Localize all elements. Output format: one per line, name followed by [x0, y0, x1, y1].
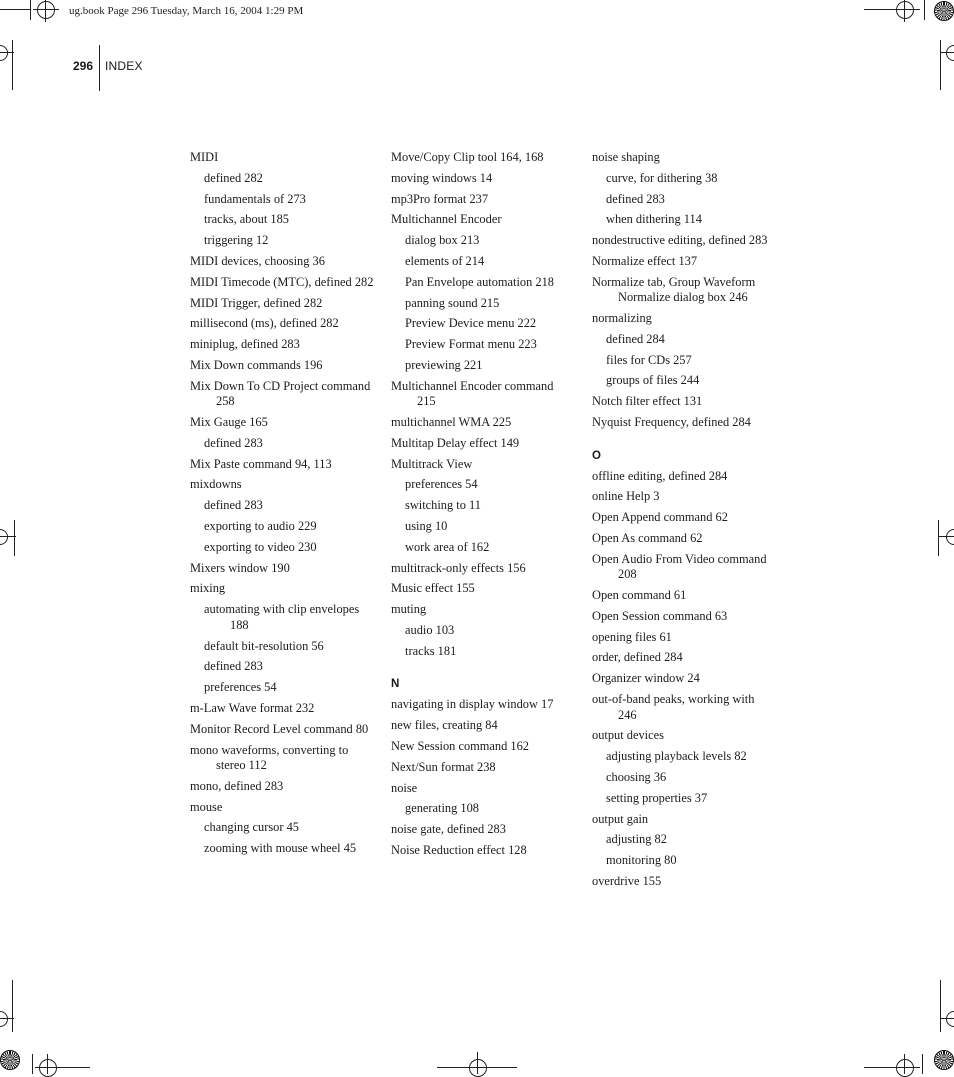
index-subentry: monitoring 80: [606, 853, 677, 868]
registration-mark-bottom-right: [862, 1040, 954, 1074]
index-entry: mixdowns: [190, 477, 242, 492]
index-entry: Multitap Delay effect 149: [391, 435, 520, 450]
index-entry: MIDI devices, choosing 36: [190, 253, 325, 268]
header-divider: [99, 45, 100, 91]
index-entry: mouse: [190, 799, 223, 814]
index-entry: Multichannel Encoder command 215: [391, 378, 554, 409]
index-entry: Organizer window 24: [592, 671, 700, 686]
index-entry: Noise Reduction effect 128: [391, 842, 527, 857]
index-entry: Normalize effect 137: [592, 253, 698, 268]
index-subentry: defined 284: [606, 331, 665, 346]
index-entry: overdrive 155: [592, 873, 662, 888]
index-entry: Open Append command 62: [592, 510, 728, 525]
index-entry: Multitrack View: [391, 456, 473, 471]
index-subentry: fundamentals of 273: [204, 191, 306, 206]
index-entry: millisecond (ms), defined 282: [190, 316, 339, 331]
index-entry: mono waveforms, converting to stereo 112: [190, 742, 349, 773]
index-entry: order, defined 284: [592, 650, 683, 665]
index-subentry: tracks 181: [405, 643, 457, 658]
index-entry: normalizing: [592, 311, 652, 326]
index-subentry: audio 103: [405, 623, 455, 638]
index-subentry: dialog box 213: [405, 233, 480, 248]
index-entry: MIDI: [190, 150, 219, 164]
index-entry: Open As command 62: [592, 530, 703, 545]
index-subentry: Pan Envelope automation 218: [405, 274, 555, 289]
index-subentry: defined 282: [204, 170, 263, 185]
index-entry: miniplug, defined 283: [190, 337, 300, 352]
index-section-letter: N: [391, 678, 400, 691]
index-entry: Open command 61: [592, 588, 687, 603]
index-subentry: choosing 36: [606, 769, 667, 784]
index-subentry: automating with clip envelopes 188: [204, 602, 360, 632]
index-subentry: defined 283: [204, 498, 263, 513]
index-subentry: work area of 162: [405, 539, 490, 554]
registration-mark-left-bottom: [0, 980, 20, 1040]
index-subentry: defined 283: [204, 659, 263, 674]
index-entry: Mix Gauge 165: [190, 415, 268, 430]
index-subentry: generating 108: [405, 801, 479, 816]
index-entry: Mix Paste command 94, 113: [190, 456, 332, 471]
index-entry: Nyquist Frequency, defined 284: [592, 415, 751, 430]
index-entry: output gain: [592, 811, 649, 826]
registration-mark-right-middle: [934, 520, 954, 560]
index-subentry: when dithering 114: [606, 212, 702, 227]
index-entry: mono, defined 283: [190, 778, 284, 793]
index-subentry: preferences 54: [204, 680, 277, 695]
index-subentry: triggering 12: [204, 233, 269, 248]
registration-mark-bottom-left: [0, 1040, 95, 1074]
index-subentry: panning sound 215: [405, 295, 500, 310]
index-entry: mixing: [190, 581, 226, 596]
index-subentry: adjusting playback levels 82: [606, 749, 747, 764]
index-entry: moving windows 14: [391, 170, 493, 185]
registration-mark-left-top: [0, 40, 20, 100]
registration-mark-right-bottom: [934, 980, 954, 1040]
index-entry: Mixers window 190: [190, 560, 290, 575]
index-subentry: Preview Format menu 223: [405, 337, 537, 352]
index-section-letter: O: [592, 449, 601, 462]
index-entry: noise: [391, 780, 418, 795]
index-entry: output devices: [592, 728, 664, 743]
index-entry: navigating in display window 17: [391, 697, 554, 712]
color-bar-icon: [934, 1050, 954, 1070]
index-entry: Move/Copy Clip tool 164, 168: [391, 150, 544, 164]
index-entry: Music effect 155: [391, 581, 475, 596]
index-entry: Normalize tab, Group Waveform Normalize dialog box 246: [592, 274, 756, 305]
index-subentry: exporting to audio 229: [204, 519, 317, 534]
index-subentry: preferences 54: [405, 477, 478, 492]
index-entry: online Help 3: [592, 489, 660, 504]
page-number: 296: [73, 59, 94, 73]
index-entry: m-Law Wave format 232: [190, 700, 315, 715]
index-entry: New Session command 162: [391, 738, 530, 753]
index-entry: Multichannel Encoder: [391, 212, 502, 227]
index-subentry: changing cursor 45: [204, 820, 299, 835]
index-entry: Mix Down To CD Project command 258: [190, 378, 371, 409]
index-entry: new files, creating 84: [391, 718, 498, 733]
index-subentry: curve, for dithering 38: [606, 170, 718, 185]
index-entry: Mix Down commands 196: [190, 357, 323, 372]
index-column-1: [190, 150, 374, 862]
index-entry: opening files 61: [592, 629, 672, 644]
index-subentry: defined 283: [204, 435, 263, 450]
index-column-3: [592, 150, 776, 895]
index-subentry: zooming with mouse wheel 45: [204, 841, 357, 856]
index-entry: mp3Pro format 237: [391, 191, 489, 206]
index-entry: Open Session command 63: [592, 608, 728, 623]
index-subentry: files for CDs 257: [606, 352, 692, 367]
index-subentry: elements of 214: [405, 253, 485, 268]
index-subentry: exporting to video 230: [204, 539, 317, 554]
index-entry: MIDI Trigger, defined 282: [190, 295, 323, 310]
index-subentry: setting properties 37: [606, 790, 708, 805]
index-entry: noise gate, defined 283: [391, 822, 506, 837]
print-slug: ug.book Page 296 Tuesday, March 16, 2004 1:29 PM: [69, 5, 304, 17]
index-subentry: Preview Device menu 222: [405, 316, 537, 331]
index-entry: out-of-band peaks, working with 246: [592, 692, 755, 722]
index-entry: Notch filter effect 131: [592, 394, 703, 409]
index-subentry: adjusting 82: [606, 832, 667, 847]
registration-mark-right-top: [934, 40, 954, 100]
index-subentry: tracks, about 185: [204, 212, 289, 227]
color-bar-icon: [0, 1050, 20, 1070]
index-entry: noise shaping: [592, 150, 660, 164]
index-entry: offline editing, defined 284: [592, 468, 728, 483]
registration-mark-left-middle: [0, 520, 20, 560]
index-entry: Monitor Record Level command 80: [190, 721, 369, 736]
index-entry: muting: [391, 602, 427, 617]
index-entry: Open Audio From Video command 208: [592, 551, 767, 582]
registration-mark-bottom-center: [437, 1048, 519, 1074]
index-subentry: switching to 11: [405, 498, 481, 513]
index-subentry: default bit-resolution 56: [204, 638, 324, 653]
index-entry: nondestructive editing, defined 283: [592, 233, 768, 248]
index-entry: multitrack-only effects 156: [391, 560, 526, 575]
registration-mark-top-left: [0, 0, 60, 40]
index-subentry: groups of files 244: [606, 373, 700, 388]
index-subentry: defined 283: [606, 191, 665, 206]
index-column-2: [391, 150, 575, 864]
registration-mark-top-right: [862, 0, 954, 40]
index-entry: multichannel WMA 225: [391, 415, 512, 430]
color-bar-icon: [934, 1, 954, 21]
index-subentry: previewing 221: [405, 357, 483, 372]
index-subentry: using 10: [405, 519, 448, 534]
section-title: INDEX: [105, 59, 143, 73]
index-entry: MIDI Timecode (MTC), defined 282: [190, 274, 374, 289]
index-entry: Next/Sun format 238: [391, 759, 496, 774]
